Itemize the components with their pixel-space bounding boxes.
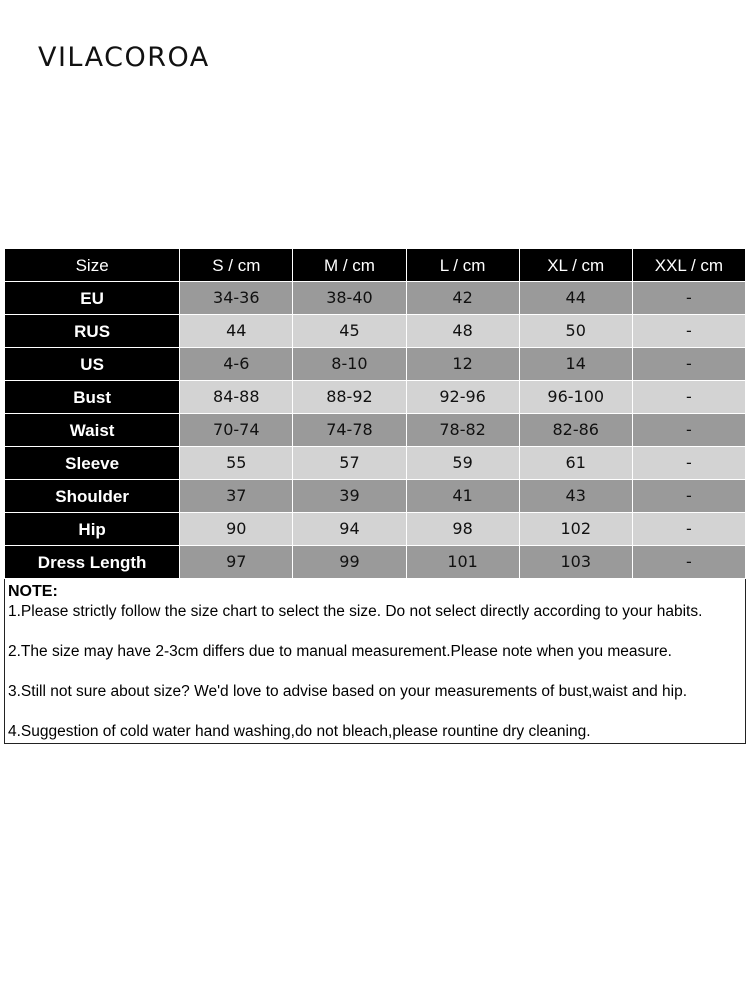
table-cell: 59 xyxy=(406,447,519,480)
note-item: 4.Suggestion of cold water hand washing,do not bleach,please rountine dry cleaning. xyxy=(8,723,591,740)
table-row xyxy=(5,381,746,414)
table-cell: 96-100 xyxy=(519,381,632,414)
table-cell: 8-10 xyxy=(293,348,406,381)
table-cell: 57 xyxy=(293,447,406,480)
column-header-size: Size xyxy=(5,249,180,282)
table-cell: - xyxy=(632,480,745,513)
table-cell: - xyxy=(632,381,745,414)
column-header-l: L / cm xyxy=(406,249,519,282)
table-cell: 92-96 xyxy=(406,381,519,414)
table-cell: - xyxy=(632,315,745,348)
row-label: Sleeve xyxy=(5,447,180,480)
table-row xyxy=(5,414,746,447)
table-cell: 44 xyxy=(180,315,293,348)
table-cell: 12 xyxy=(406,348,519,381)
table-cell: 70-74 xyxy=(180,414,293,447)
row-label: Shoulder xyxy=(5,480,180,513)
table-row xyxy=(5,348,746,381)
note-item: 1.Please strictly follow the size chart to select the size. Do not select directly according to your habits. xyxy=(8,603,703,620)
table-cell: 99 xyxy=(293,546,406,579)
table-cell: 4-6 xyxy=(180,348,293,381)
table-cell: 103 xyxy=(519,546,632,579)
table-body xyxy=(5,282,746,579)
table-cell: - xyxy=(632,447,745,480)
table-cell: 55 xyxy=(180,447,293,480)
table-cell: 94 xyxy=(293,513,406,546)
size-table xyxy=(4,248,746,579)
table-cell: 101 xyxy=(406,546,519,579)
table-cell: 90 xyxy=(180,513,293,546)
table-cell: - xyxy=(632,513,745,546)
notes-title: NOTE: xyxy=(8,583,58,600)
row-label: Bust xyxy=(5,381,180,414)
brand-logo: VILACOROA xyxy=(38,42,210,73)
note-item: 3.Still not sure about size? We'd love to advise based on your measurements of bust,waist and hip. xyxy=(8,683,688,700)
table-cell: 43 xyxy=(519,480,632,513)
table-cell: 88-92 xyxy=(293,381,406,414)
table-cell: 34-36 xyxy=(180,282,293,315)
table-cell: 84-88 xyxy=(180,381,293,414)
table-cell: 82-86 xyxy=(519,414,632,447)
table-cell: - xyxy=(632,348,745,381)
column-header-m: M / cm xyxy=(293,249,406,282)
table-row xyxy=(5,282,746,315)
row-label: EU xyxy=(5,282,180,315)
table-cell: 14 xyxy=(519,348,632,381)
table-cell: 97 xyxy=(180,546,293,579)
size-chart xyxy=(4,248,746,744)
column-header-xl: XL / cm xyxy=(519,249,632,282)
table-cell: 74-78 xyxy=(293,414,406,447)
table-row xyxy=(5,315,746,348)
table-cell: 38-40 xyxy=(293,282,406,315)
table-cell: 45 xyxy=(293,315,406,348)
notes-box xyxy=(4,579,746,744)
row-label: Hip xyxy=(5,513,180,546)
table-cell: 50 xyxy=(519,315,632,348)
row-label: Dress Length xyxy=(5,546,180,579)
table-row xyxy=(5,546,746,579)
table-cell: 41 xyxy=(406,480,519,513)
row-label: US xyxy=(5,348,180,381)
table-cell: 44 xyxy=(519,282,632,315)
table-cell: - xyxy=(632,414,745,447)
table-cell: 102 xyxy=(519,513,632,546)
column-header-xxl: XXL / cm xyxy=(632,249,745,282)
table-cell: 98 xyxy=(406,513,519,546)
table-row xyxy=(5,480,746,513)
note-item: 2.The size may have 2-3cm differs due to manual measurement.Please note when you measure. xyxy=(8,643,672,660)
table-cell: 78-82 xyxy=(406,414,519,447)
table-cell: - xyxy=(632,282,745,315)
row-label: Waist xyxy=(5,414,180,447)
table-row xyxy=(5,513,746,546)
table-cell: 39 xyxy=(293,480,406,513)
table-cell: 37 xyxy=(180,480,293,513)
table-cell: - xyxy=(632,546,745,579)
table-row xyxy=(5,447,746,480)
row-label: RUS xyxy=(5,315,180,348)
table-cell: 48 xyxy=(406,315,519,348)
column-header-s: S / cm xyxy=(180,249,293,282)
table-cell: 61 xyxy=(519,447,632,480)
table-cell: 42 xyxy=(406,282,519,315)
table-header-row xyxy=(5,249,746,282)
